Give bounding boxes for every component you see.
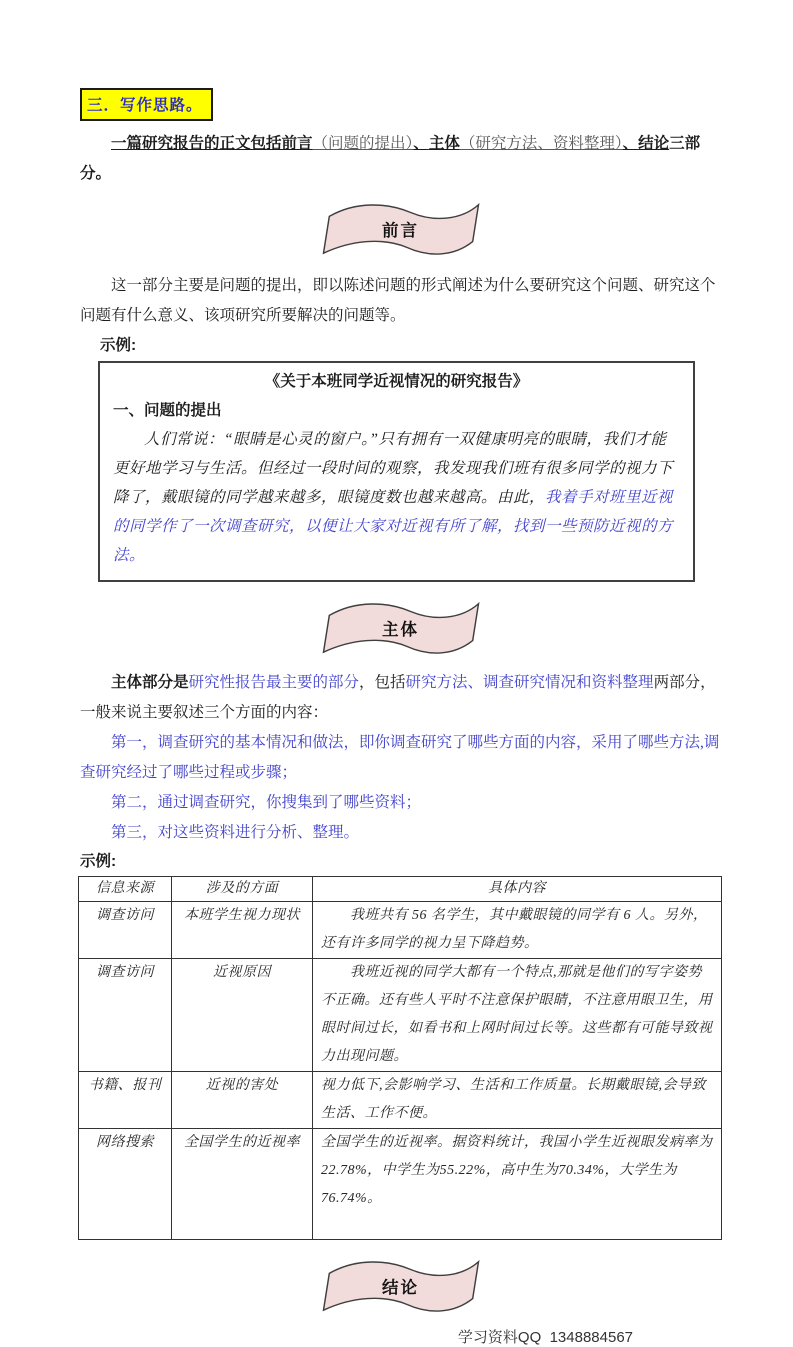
table-cell-content: 视力低下,会影响学习、生活和工作质量。长期戴眼镜,会导致生活、工作不便。	[313, 1072, 722, 1129]
intro-term-conclusion: 结论	[638, 135, 670, 152]
body-blue-2: 研究方法、调查研究情况和资料整理	[405, 674, 654, 691]
example-label-1: 示例:	[100, 337, 137, 354]
body-point-2: 第二，通过调查研究，你搜集到了哪些资料；	[111, 794, 422, 811]
body-banner-label: 主体	[382, 621, 419, 639]
conclusion-banner-label: 结论	[382, 1279, 419, 1297]
intro-comma1: 、	[413, 135, 429, 152]
body-intro-paragraph	[80, 668, 721, 728]
table-row	[79, 959, 722, 1072]
section-heading	[80, 88, 213, 121]
body-banner	[313, 596, 489, 658]
intro-comma2: 、	[622, 135, 639, 152]
preface-paragraph: 这一部分主要是问题的提出，即以陈述问题的形式阐述为什么要研究这个问题、研究这个问题有什么意义、该项研究所要解决的问题等。	[80, 277, 716, 324]
intro-lead: 一篇研究报告的正文包括	[111, 135, 282, 152]
example-section-heading: 一、问题的提出	[113, 402, 222, 419]
table-header-aspect: 涉及的方面	[172, 877, 313, 902]
intro-term-body: 主体	[428, 135, 460, 152]
table-cell-content: 我班近视的同学大都有一个特点,那就是他们的写字姿势不正确。还有些人平时不注意保护眼睛，不注意用眼卫生，用眼时间过长，如看书和上网时间过长等。这些都有可能导致视力出现问题。	[313, 959, 722, 1072]
example-body-blue: 我着手对班里近视的同学作了一次调查研究，以便让大家对近视有所了解，找到一些预防近视的方法。	[113, 489, 674, 564]
intro-paragraph	[80, 129, 721, 189]
body-point-3: 第三，对这些资料进行分析、整理。	[111, 824, 360, 841]
section-heading-label: 三．写作思路。	[87, 97, 203, 114]
example-body	[113, 425, 680, 570]
table-cell-source: 调查访问	[79, 902, 172, 959]
body-blue-1: 研究性报告最主要的部分	[188, 674, 360, 691]
table-row	[79, 1129, 722, 1240]
preface-banner	[313, 197, 489, 259]
intro-paren-preface: （问题的提出）	[312, 135, 414, 152]
intro-tail: 三部分。	[80, 135, 701, 182]
example-body-black: 人们常说：“眼睛是心灵的窗户。”只有拥有一双健康明亮的眼睛，我们才能更好地学习与生活。但经过一段时间的观察，我发现我们班有很多同学的视力下降了，戴眼镜的同学越来越多，眼镜度数也越来越高。由此，	[113, 431, 674, 506]
preface-banner-label: 前言	[382, 222, 419, 240]
table-cell-source: 调查访问	[79, 959, 172, 1072]
table-header-row	[79, 877, 722, 902]
footer-watermark: 学习资料QQ 1348884567	[457, 1329, 633, 1346]
info-sources-table	[78, 876, 722, 1240]
example-report-title: 《关于本班同学近视情况的研究报告》	[264, 373, 529, 390]
table-header-source: 信息来源	[79, 877, 172, 902]
intro-paren-body: （研究方法、资料整理）	[459, 135, 623, 152]
body-black-1: ，包括	[359, 674, 406, 691]
conclusion-banner	[313, 1254, 489, 1316]
body-black-2: 两部分，一般来说主要叙述三个方面的内容：	[80, 674, 716, 721]
table-cell-content: 全国学生的近视率。据资料统计，我国小学生近视眼发病率为22.78%，中学生为55.22%，高中生为70.34%，大学生为76.74%。	[313, 1129, 722, 1240]
table-cell-source: 书籍、报刊	[79, 1072, 172, 1129]
table-row	[79, 1072, 722, 1129]
table-cell-aspect: 本班学生视力现状	[172, 902, 313, 959]
body-point-1: 第一，调查研究的基本情况和做法，即你调查研究了哪些方面的内容，采用了哪些方法,调查研究经过了哪些过程或步骤；	[80, 734, 720, 781]
body-lead: 主体部分是	[111, 674, 189, 691]
table-cell-aspect: 全国学生的近视率	[172, 1129, 313, 1240]
table-header-content: 具体内容	[313, 877, 722, 902]
example-label-2: 示例:	[80, 853, 117, 870]
table-cell-content: 我班共有 56 名学生，其中戴眼镜的同学有 6 人。另外，还有许多同学的视力呈下降趋势。	[313, 902, 722, 959]
intro-term-preface: 前言	[281, 135, 313, 152]
table-cell-aspect: 近视原因	[172, 959, 313, 1072]
table-cell-aspect: 近视的害处	[172, 1072, 313, 1129]
table-cell-source: 网络搜索	[79, 1129, 172, 1240]
preface-example-box	[98, 361, 695, 582]
table-row	[79, 902, 722, 959]
